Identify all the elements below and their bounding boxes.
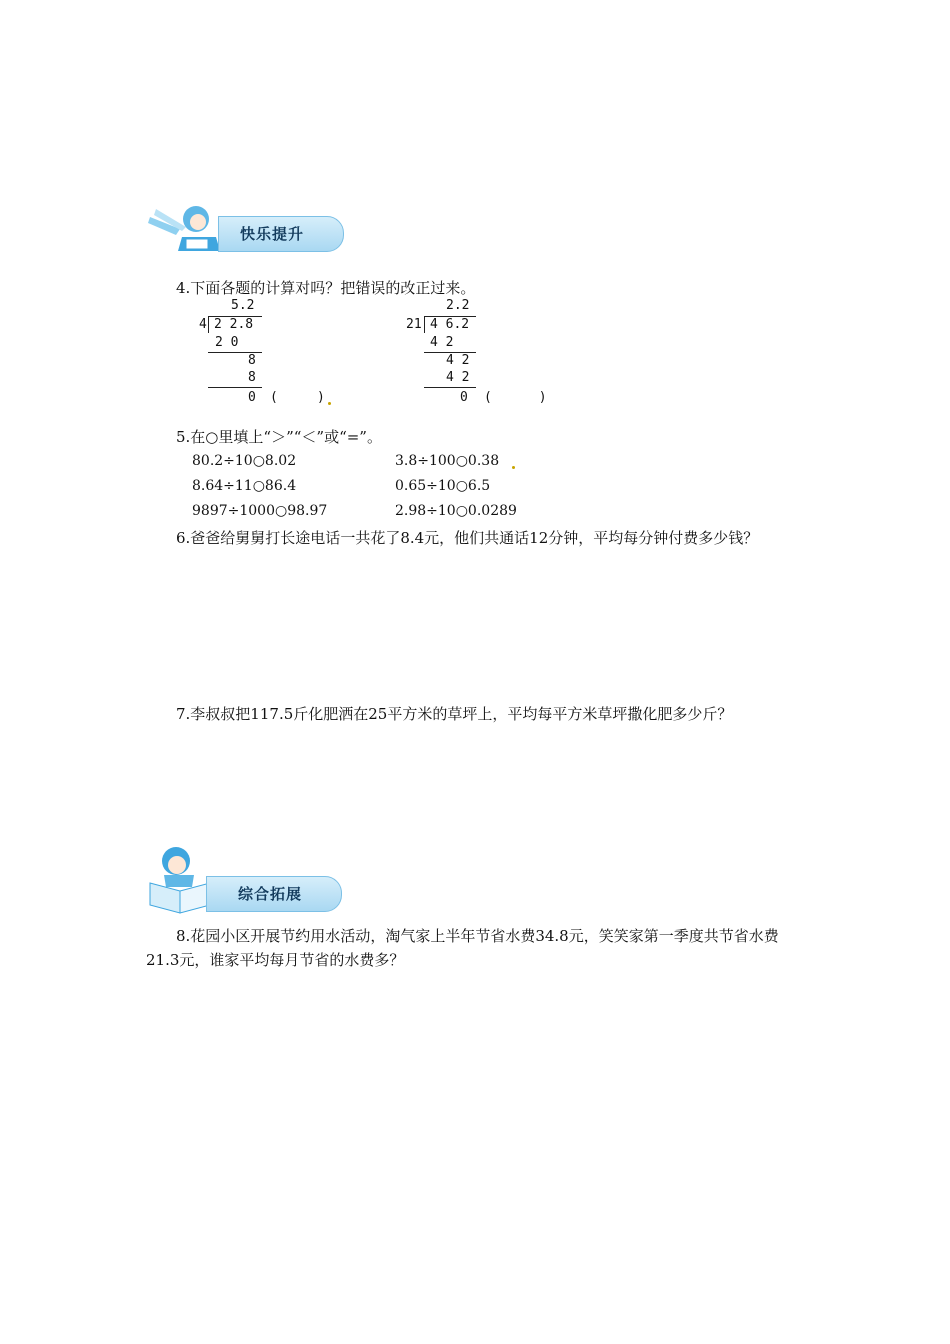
division-a-step1: 2 0 [215,335,239,350]
question-4-prompt: 4.下面各题的计算对吗？把错误的改正过来。 [176,279,476,297]
division-b-dividend: 4 6.2 [430,317,470,332]
question-7: 7.李叔叔把117.5斤化肥洒在25平方米的草坪上，平均每平方米草坪撒化肥多少斤？ [176,705,733,723]
comparison-item[interactable]: 80.2÷10○8.02 [192,453,297,469]
division-a-step2: 8 [248,353,256,368]
division-b-divisor: 21 [406,317,422,332]
division-b-step2: 4 2 [446,353,470,368]
division-b-quotient: 2.2 [446,298,470,313]
comparison-item[interactable]: 8.64÷11○86.4 [192,478,297,494]
answer-blank-a[interactable]: ( ) [270,390,325,405]
answer-blank-b[interactable]: ( ) [484,390,547,405]
comparison-item[interactable]: 3.8÷100○0.38 [395,453,500,469]
division-a-divisor: 4 [199,317,207,332]
section-title: 快乐提升 [240,225,305,243]
question-6: 6.爸爸给舅舅打长途电话一共花了8.4元，他们共通话12分钟，平均每分钟付费多少钱？ [176,529,759,547]
division-a-step3: 8 [248,370,256,385]
division-b-step1: 4 2 [430,335,454,350]
division-b-step3: 4 2 [446,370,470,385]
comparison-item[interactable]: 0.65÷10○6.5 [395,478,491,494]
division-b-remainder: 0 [460,390,468,405]
question-8: 8.花园小区开展节约用水活动，淘气家上半年节省水费34.8元，笑笑家第一季度共节省水费21.3元，谁家平均每月节省的水费多？ [146,927,779,969]
division-a-dividend: 2 2.8 [214,317,254,332]
comparison-item[interactable]: 2.98÷10○0.0289 [395,503,517,519]
question-5-prompt: 5.在○里填上“＞”“＜”或“=”。 [176,428,382,446]
comparison-item[interactable]: 9897÷1000○98.97 [192,503,328,519]
section-title: 综合拓展 [238,885,303,903]
division-a-quotient: 5.2 [231,298,255,313]
division-a-remainder: 0 [248,390,256,405]
